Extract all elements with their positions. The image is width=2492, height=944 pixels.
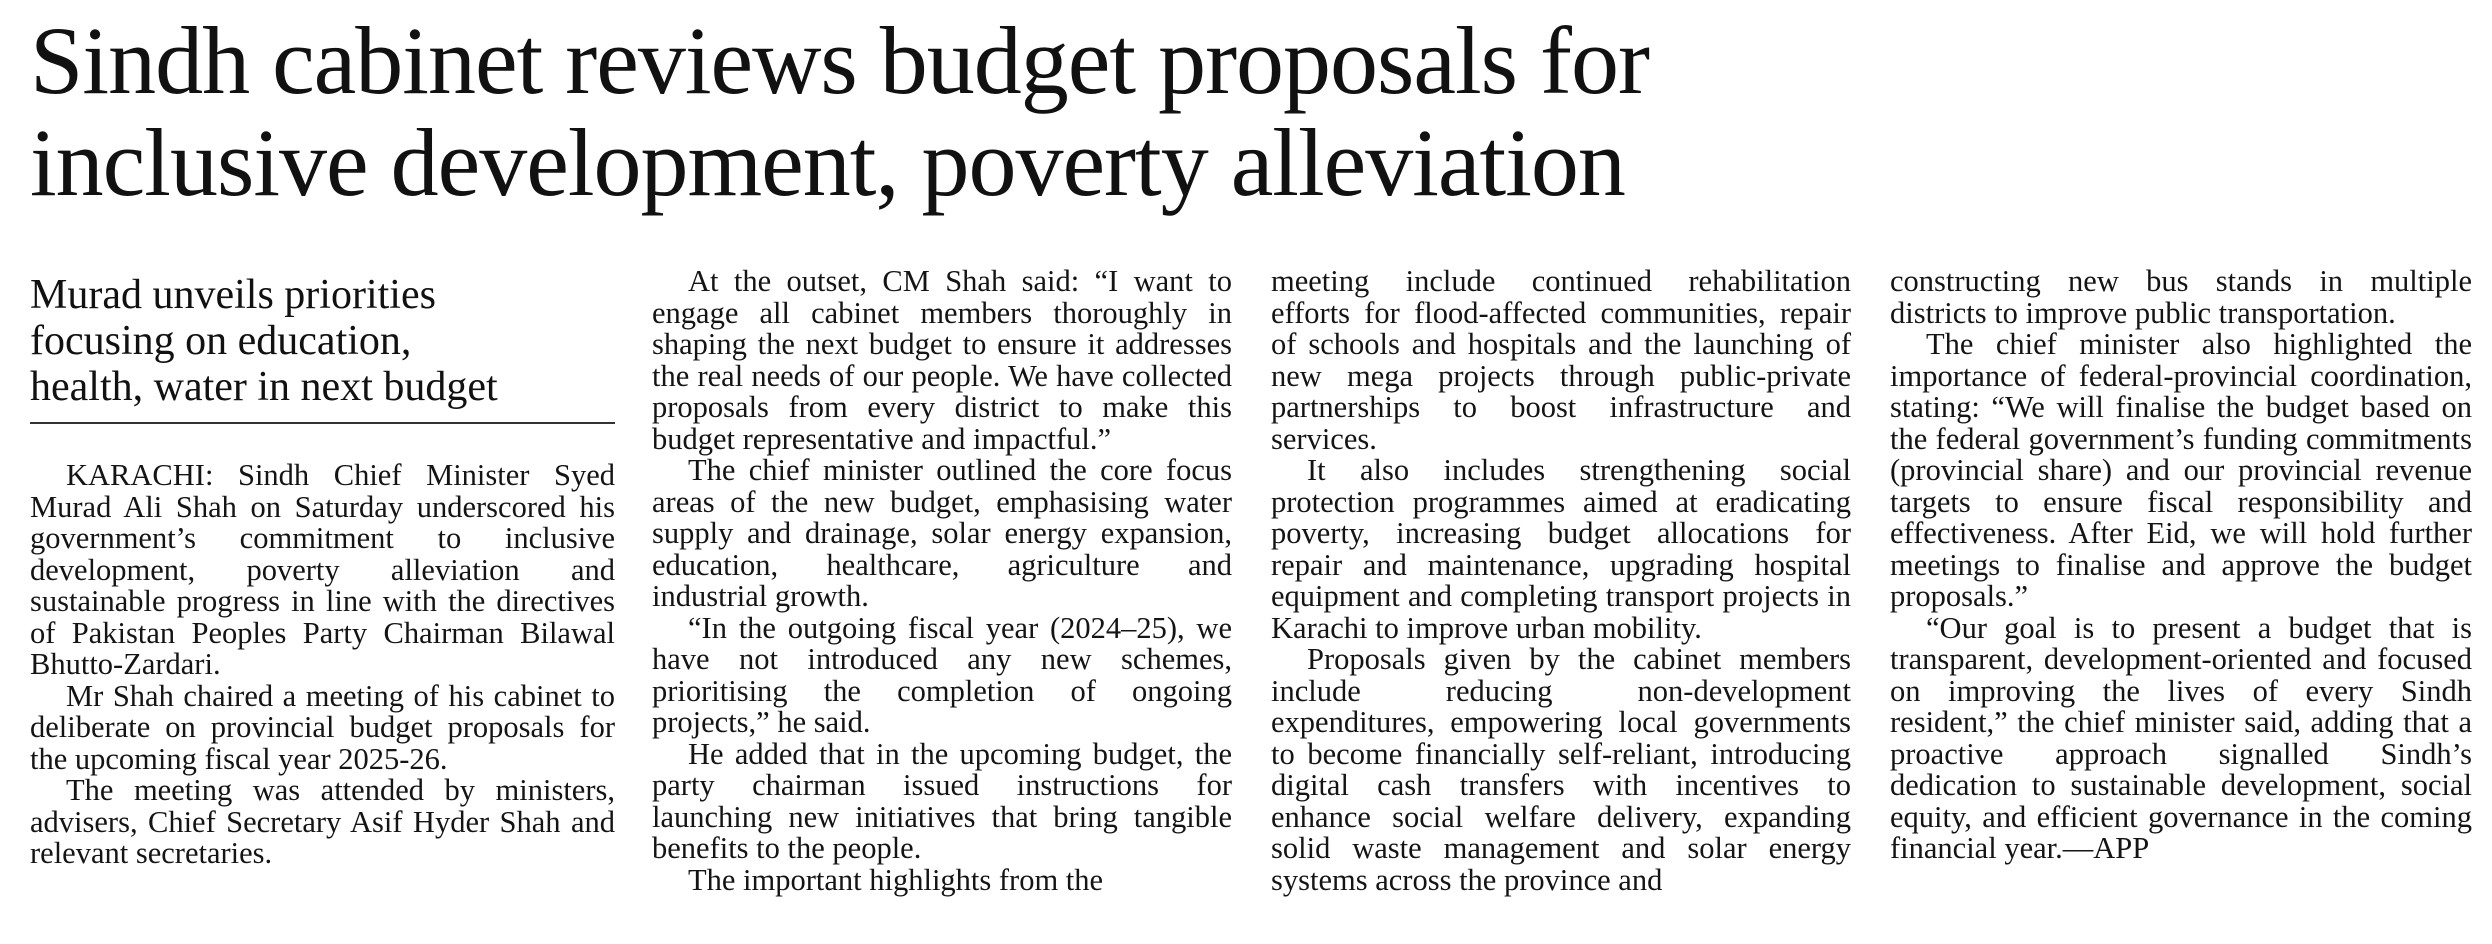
- paragraph: Mr Shah chaired a meeting of his cabinet to deliberate on provincial budget proposals for the upcoming fiscal year 2025-26.: [30, 678, 615, 776]
- paragraph: “Our goal is to present a budget that is transparent, development-oriented and focused on improving the lives of every Sindh resident,” the chief minister said, adding that a proactive approach signalled Sindh’s dedication to sustainable development, social equity, and efficient governance in the coming financial year.—APP: [1890, 610, 2472, 865]
- paragraph: The chief minister outlined the core focus areas of the new budget, emphasising water supply and drainage, solar energy expansion, education, healthcare, agriculture and industrial growth.: [652, 453, 1232, 613]
- paragraph: The chief minister also highlighted the importance of federal-provincial coordination, stating: “We will finalise the budget based on the federal government’s funding commitments (provincial share) and our provincial revenue targets to ensure fiscal responsibility and effectiveness. After Eid, we will hold further meetings to finalise and approve the budget proposals.”: [1890, 327, 2472, 613]
- headline-line-2: inclusive development, poverty alleviation: [30, 109, 1625, 216]
- paragraph: “In the outgoing fiscal year (2024–25), we have not introduced any new schemes, prioritising the completion of ongoing projects,” he said.: [652, 610, 1232, 739]
- paragraph: The meeting was attended by ministers, advisers, Chief Secretary Asif Hyder Shah and relevant secretaries.: [30, 773, 615, 870]
- headline-line-1: Sindh cabinet reviews budget proposals for: [30, 7, 1649, 114]
- subheadline-line-3: health, water in next budget: [30, 364, 498, 410]
- paragraph-continued: constructing new bus stands in multiple districts to improve public transportation.: [1890, 264, 2472, 330]
- paragraph: The important highlights from the: [688, 862, 1104, 897]
- article-column-4: [1890, 266, 2472, 865]
- paragraph: Proposals given by the cabinet members include reducing non-development expenditures, empowering local governments to become financially self-reliant, introducing digital cash transfers with incentives to enhance social welfare delivery, expanding solid waste management and solar energy systems across the province and: [1271, 642, 1851, 897]
- paragraph-continued: meeting include continued rehabilitation efforts for flood-affected communities, repair of schools and hospitals and the launching of new mega projects through public-private partnerships to boost infrastructure and services.: [1271, 264, 1851, 456]
- paragraph: At the outset, CM Shah said: “I want to engage all cabinet members thoroughly in shaping the next budget to ensure it addresses the real needs of our people. We have collected proposals from every district to make this budget representative and impactful.”: [652, 264, 1232, 456]
- paragraph: It also includes strengthening social protection programmes aimed at eradicating poverty, increasing budget allocations for repair and maintenance, upgrading hospital equipment and completing transport projects in Karachi to improve urban mobility.: [1271, 453, 1851, 645]
- paragraph: He added that in the upcoming budget, the party chairman issued instructions for launching new initiatives that bring tangible benefits to the people.: [652, 736, 1232, 865]
- subheadline-line-2: focusing on education,: [30, 318, 412, 364]
- article-column-1: [30, 268, 615, 870]
- column-1-body: [30, 460, 615, 870]
- article-column-2: [652, 266, 1232, 896]
- paragraph: KARACHI: Sindh Chief Minister Syed Murad Ali Shah on Saturday underscored his government’s commitment to inclusive development, poverty alleviation and sustainable progress in line with the directives of Pakistan Peoples Party Chairman Bilawal Bhutto-Zardari.: [30, 458, 615, 681]
- subheadline: [30, 272, 615, 424]
- subheadline-line-1: Murad unveils priorities: [30, 272, 436, 318]
- article-column-3: [1271, 266, 1851, 896]
- headline: [30, 7, 2470, 216]
